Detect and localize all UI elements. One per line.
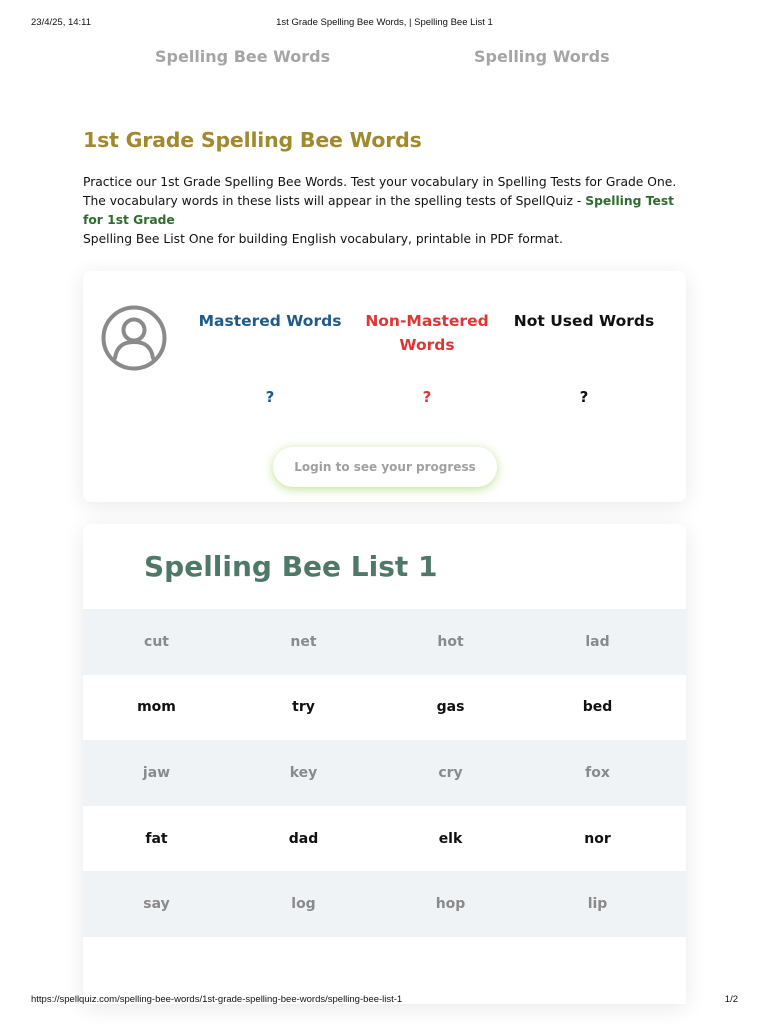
print-date: 23/4/25, 14:11 [31,17,92,28]
word-cell[interactable]: try [292,699,315,716]
page-title: 1st Grade Spelling Bee Words [83,128,422,152]
word-cell[interactable]: elk [438,830,463,847]
mastered-words-label: Mastered Words [198,312,342,330]
list-title: Spelling Bee List 1 [144,550,438,583]
non-mastered-words-label: Non-Mastered Words [365,312,489,354]
not-used-words-count: ? [579,388,589,406]
intro-line-2 [83,192,693,230]
word-row [83,740,686,806]
print-title: 1st Grade Spelling Bee Words, | Spelling Bee List 1 [276,17,493,28]
intro-text [83,173,693,249]
not-used-words-label: Not Used Words [513,312,655,330]
print-url: https://spellquiz.com/spelling-bee-words/1st-grade-spelling-bee-words/spelling-bee-list-1 [31,994,403,1005]
word-row [83,609,686,675]
spelling-list-card [83,524,686,1004]
word-cell[interactable]: fat [145,830,168,847]
word-cell[interactable]: hop [435,896,466,913]
intro-line-3: Spelling Bee List One for building English vocabulary, printable in PDF format. [83,232,563,246]
word-cell[interactable]: cry [438,764,463,781]
user-avatar-icon [101,305,167,371]
mastered-words-count: ? [265,388,275,406]
word-cell[interactable]: log [291,896,316,913]
word-cell[interactable]: say [143,896,170,913]
word-cell[interactable]: lip [587,896,608,913]
nav-link-spelling-bee-words[interactable]: Spelling Bee Words [155,47,331,66]
login-progress-button[interactable]: Login to see your progress [273,447,497,487]
word-cell[interactable]: cut [144,633,169,650]
word-row [83,806,686,872]
word-cell[interactable]: gas [436,699,465,716]
nav-link-spelling-words[interactable]: Spelling Words [474,47,610,66]
intro-line-2-text: The vocabulary words in these lists will appear in the spelling tests of SpellQuiz - [83,194,586,208]
spelling-test-link[interactable]: Spelling Test for 1st Grade [83,194,675,227]
word-cell[interactable]: net [290,633,317,650]
top-nav [0,47,768,71]
progress-card [83,271,686,502]
word-cell[interactable]: mom [137,699,176,716]
print-footer [31,994,738,1008]
word-row [83,675,686,741]
word-cell[interactable]: nor [584,830,611,847]
word-cell[interactable]: hot [437,633,464,650]
intro-line-1: Practice our 1st Grade Spelling Bee Words. Test your vocabulary in Spelling Tests for Grade One. [83,175,677,189]
word-cell[interactable]: key [289,764,318,781]
non-mastered-words-count: ? [422,388,432,406]
word-cell[interactable]: bed [582,699,613,716]
print-header [31,17,738,31]
word-cell[interactable]: jaw [142,764,171,781]
word-grid [83,609,686,937]
word-cell[interactable]: lad [585,633,610,650]
print-page-number: 1/2 [724,994,738,1005]
word-row [83,871,686,937]
word-cell[interactable]: dad [288,830,319,847]
word-cell[interactable]: fox [585,764,610,781]
